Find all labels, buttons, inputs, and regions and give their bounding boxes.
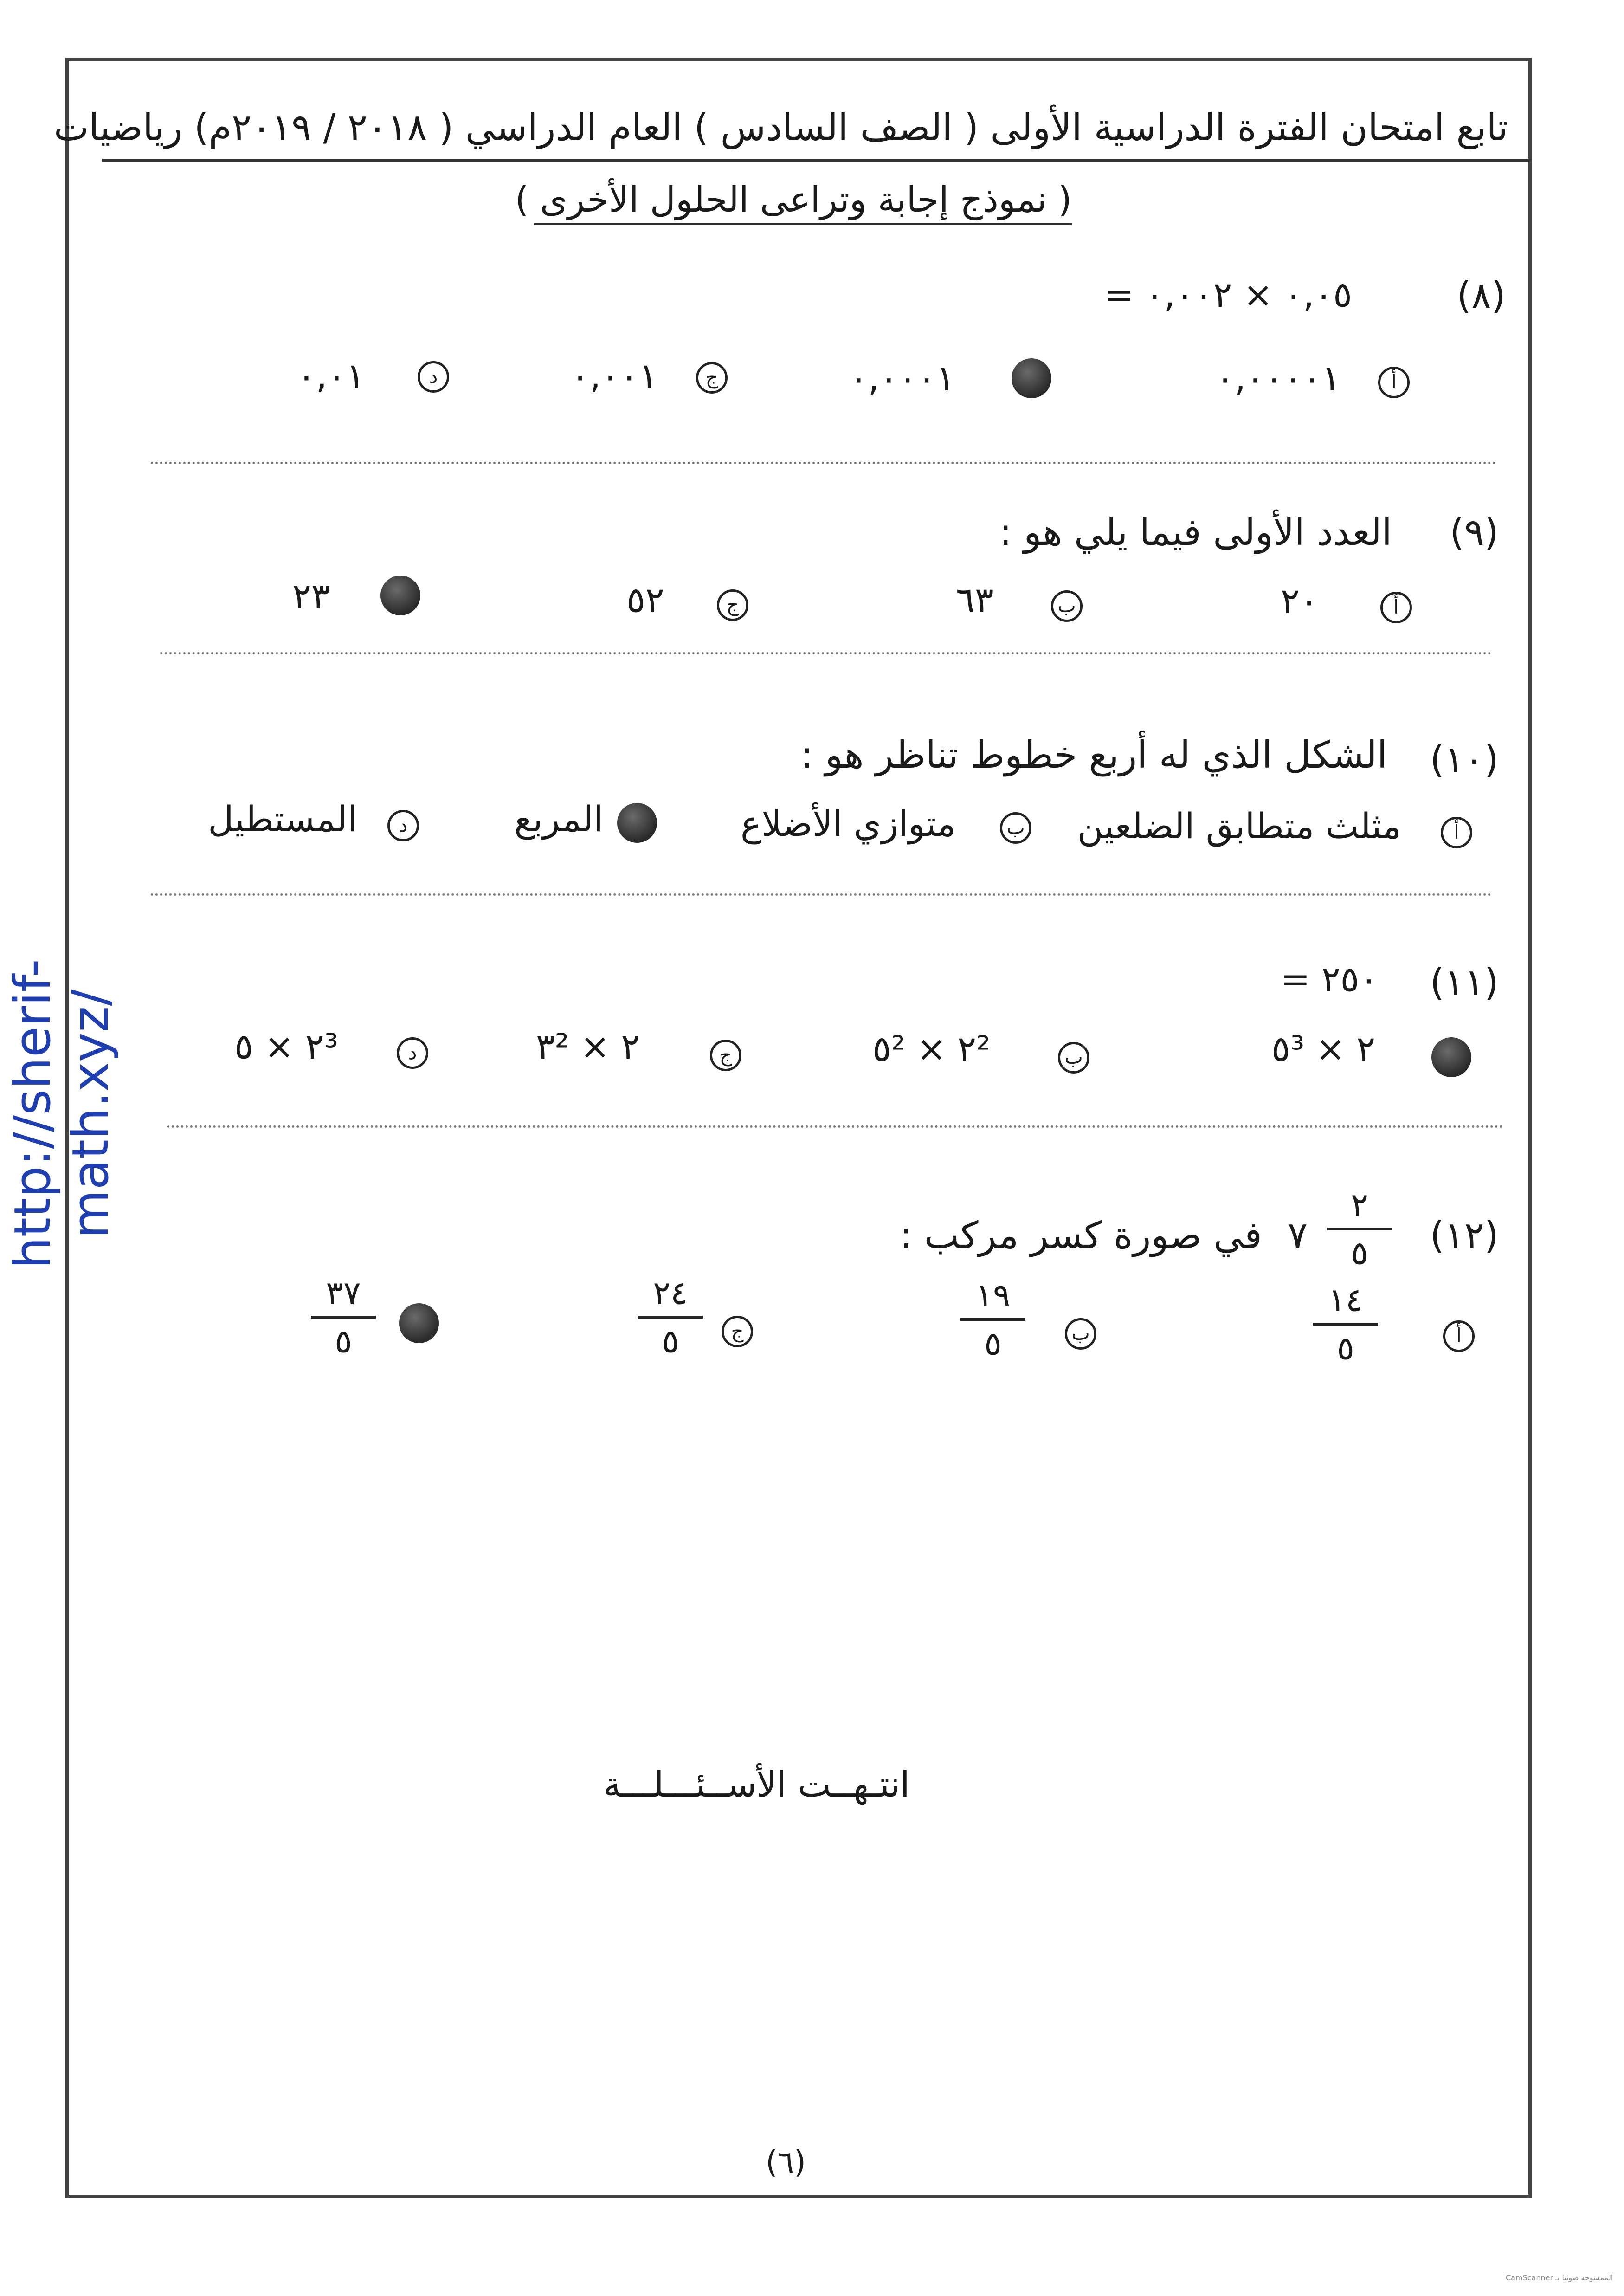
option-circle-a[interactable]: أ [1443,1320,1475,1352]
dotted-separator [151,462,1496,464]
option-label: ٠,٠٠١ [571,355,658,396]
option-circle-b[interactable]: ب [1058,1042,1089,1074]
fraction-denominator: ٥ [335,1322,352,1360]
fraction-denominator: ٥ [662,1322,679,1360]
fraction-numerator: ١٩ [975,1276,1011,1314]
selected-answer-bubble[interactable] [1012,358,1051,398]
question-text: في صورة كسر مركب : [900,1214,1262,1257]
option-label: ٢٣ [292,576,330,617]
option-circle-c[interactable]: ج [722,1316,753,1347]
option-label: ٠,٠١ [297,355,365,396]
option-label: ٠,٠٠٠٠١ [1216,357,1341,399]
option-circle-c[interactable]: ج [717,589,748,621]
option-circle-a[interactable]: أ [1378,367,1410,398]
option-label: مثلث متطابق الضلعين [1077,805,1401,847]
fraction-bar [1327,1228,1392,1230]
dotted-separator [167,1125,1503,1128]
question-text: ٢٥٠ = [1281,958,1379,1000]
fraction-denominator: ٥ [1351,1234,1368,1272]
option-fraction [960,1276,1025,1363]
option-label: متوازي الأضلاع [740,803,956,844]
question-text: ٠,٠٥ × ٠,٠٠٢ = [1104,274,1352,315]
page-number: (٦) [766,2144,806,2180]
fraction-denominator: ٥ [984,1325,1002,1363]
option-label: ٠,٠٠٠١ [849,357,955,399]
fraction-denominator: ٥ [1337,1329,1354,1367]
option-label: ٥٢ [626,579,664,621]
option-label: ٢³ × ٥ [234,1026,339,1067]
fraction-bar [960,1318,1025,1321]
question-number: (٨) [1456,274,1506,317]
fraction-numerator: ٢ [1351,1186,1368,1224]
fraction-numerator: ٣٧ [326,1274,361,1312]
fraction-bar [638,1316,703,1319]
option-label: المربع [514,798,603,840]
question-fraction [1327,1186,1392,1272]
option-circle-a[interactable]: أ [1380,592,1412,623]
option-label: ٢ × ٥³ [1271,1028,1376,1069]
fraction-bar [1313,1323,1378,1326]
option-label: ٦٣ [956,579,994,621]
dotted-separator [160,652,1492,654]
end-of-questions: انتـهــت الأســئـــلـــة [603,1764,910,1805]
scanner-watermark: CamScanner الممسوحة ضوئيا بـ [1506,2273,1613,2282]
option-circle-c[interactable]: ج [696,362,728,394]
selected-answer-bubble[interactable] [617,803,657,843]
option-label: ٢ × ٣² [536,1026,640,1067]
exam-title: تابع امتحان الفترة الدراسية الأولى ( الصف السادس ) العام الدراسي ( ٢٠١٨ / ٢٠١٩م) رياضيات [53,106,1508,149]
option-label: المستطيل [208,798,357,840]
option-circle-d[interactable]: د [397,1037,428,1069]
question-text: الشكل الذي له أربع خطوط تناظر هو : [800,733,1387,776]
selected-answer-bubble[interactable] [399,1303,439,1343]
selected-answer-bubble[interactable] [1431,1037,1471,1077]
question-number: (١١) [1430,961,1499,1004]
question-number: (٩) [1450,511,1499,554]
answer-model-subtitle: ( نموذج إجابة وتراعى الحلول الأخرى ) [534,179,1072,225]
question-number: (١٠) [1430,738,1499,781]
dotted-separator [151,893,1492,896]
option-circle-d[interactable]: د [418,361,449,393]
option-label: ٢٠ [1281,580,1319,621]
option-circle-b[interactable]: ب [1051,590,1083,622]
header-divider [102,159,1531,162]
option-circle-c[interactable]: ج [710,1040,741,1071]
fraction-numerator: ١٤ [1328,1281,1363,1319]
option-circle-b[interactable]: ب [1065,1318,1096,1350]
fraction-numerator: ٢٤ [653,1274,688,1312]
option-circle-d[interactable]: د [387,810,419,841]
mixed-number-whole: ٧ [1288,1214,1308,1257]
fraction-bar [311,1316,376,1319]
option-fraction [638,1274,703,1360]
option-label: ٢² × ٥² [872,1028,991,1069]
selected-answer-bubble[interactable] [380,576,420,615]
option-circle-a[interactable]: أ [1441,817,1472,848]
side-url[interactable]: http://sherif-math.xyz/ [4,959,120,1269]
question-text: العدد الأولى فيما يلي هو : [999,511,1392,554]
option-fraction [311,1274,376,1360]
option-fraction [1313,1281,1378,1367]
question-number: (١٢) [1430,1214,1499,1257]
option-circle-b[interactable]: ب [1000,812,1031,844]
